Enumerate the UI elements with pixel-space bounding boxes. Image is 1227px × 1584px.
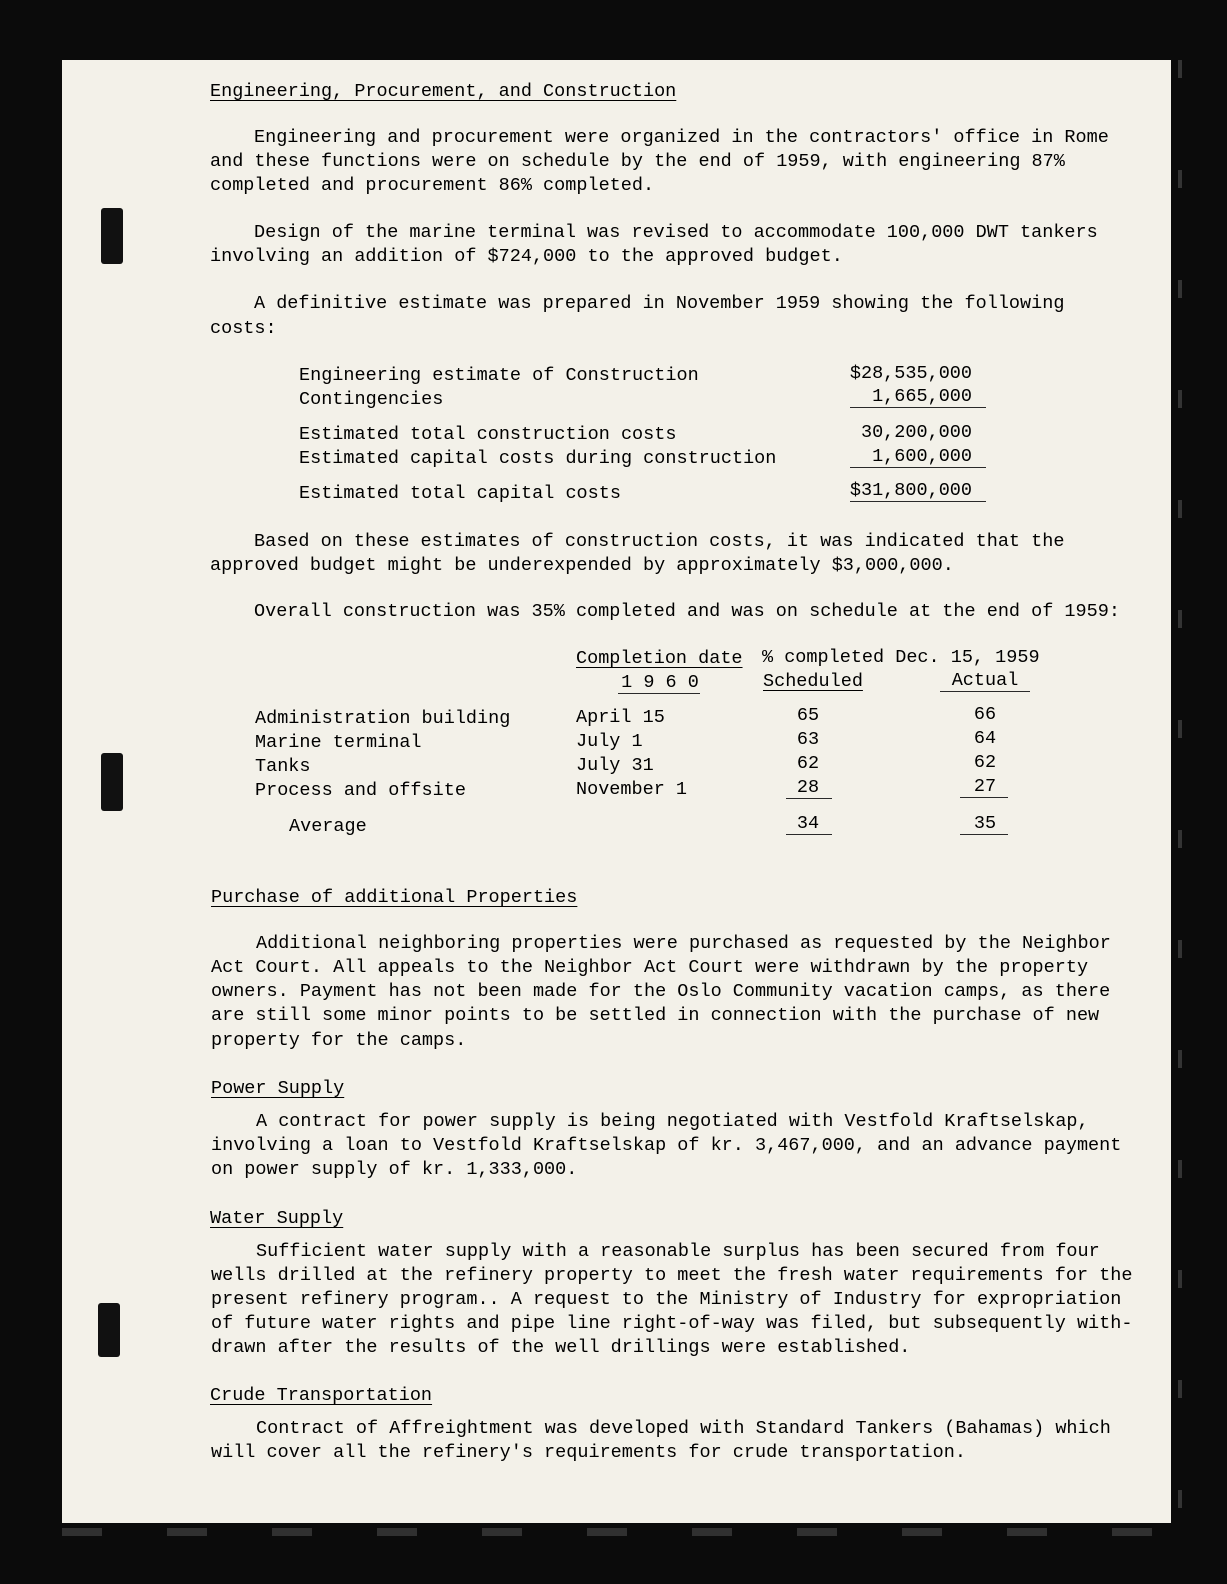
cost-amount-total-construction: 30,200,000 bbox=[860, 422, 972, 443]
heading-crude: Crude Transportation bbox=[210, 1385, 433, 1406]
row-actual: 27 bbox=[973, 776, 997, 797]
water-line-3: present refinery program.. A request to the Ministry of Industry for expropriation bbox=[211, 1289, 1122, 1310]
power-line-3: on power supply of kr. 1,333,000. bbox=[211, 1159, 578, 1180]
punch-hole-middle bbox=[101, 753, 123, 811]
cost-amount-capital-during: 1,600,000 bbox=[872, 446, 972, 467]
table-head-pct: % completed Dec. 15, 1959 bbox=[762, 647, 1040, 668]
row-scheduled: 28 bbox=[796, 777, 820, 798]
row-date: November 1 bbox=[576, 779, 688, 800]
row-date: July 1 bbox=[576, 731, 643, 752]
row-item: Process and offsite bbox=[255, 780, 466, 801]
heading-purchase: Purchase of additional Properties bbox=[211, 887, 578, 908]
row-scheduled: 63 bbox=[796, 729, 820, 750]
power-line-1: A contract for power supply is being negotiated with Vestfold Kraftselskap, bbox=[256, 1111, 1089, 1132]
row-item: Administration building bbox=[255, 708, 511, 729]
row-scheduled: 65 bbox=[796, 705, 820, 726]
year-rule bbox=[618, 693, 700, 694]
table-head-completion: Completion date bbox=[576, 648, 743, 669]
heading-power: Power Supply bbox=[211, 1078, 345, 1099]
scheduled-sum-rule bbox=[786, 798, 832, 799]
crude-line-2: will cover all the refinery's requirements for crude transportation. bbox=[211, 1442, 966, 1463]
actual-sum-rule bbox=[960, 797, 1008, 798]
average-scheduled-rule bbox=[786, 834, 832, 835]
cost-amount-total-capital: $31,800,000 bbox=[849, 480, 972, 501]
average-scheduled: 34 bbox=[796, 813, 820, 834]
scan-edge-marks bbox=[62, 1528, 1171, 1536]
row-date: April 15 bbox=[576, 707, 665, 728]
water-line-2: wells drilled at the refinery property to meet the fresh water requirements for the bbox=[211, 1265, 1133, 1286]
average-actual: 35 bbox=[973, 813, 997, 834]
table-head-year: 1 9 6 0 bbox=[621, 672, 699, 693]
table-head-actual: Actual bbox=[951, 670, 1019, 691]
para1-line1: Engineering and procurement were organized in the contractors' office in Rome bbox=[254, 127, 1109, 148]
heading-water: Water Supply bbox=[210, 1208, 344, 1229]
cost-label-total-capital: Estimated total capital costs bbox=[299, 483, 621, 504]
cost-amount-contingencies: 1,665,000 bbox=[872, 386, 972, 407]
crude-line-1: Contract of Affreightment was developed with Standard Tankers (Bahamas) which bbox=[256, 1418, 1111, 1439]
subtotal-rule-1 bbox=[850, 407, 986, 408]
heading-epc: Engineering, Procurement, and Construction bbox=[210, 81, 677, 102]
purchase-line-4: are still some minor points to be settled in connection with the purchase of new bbox=[211, 1005, 1100, 1026]
para1-line3: completed and procurement 86% completed. bbox=[210, 175, 655, 196]
average-actual-rule bbox=[960, 834, 1008, 835]
row-item: Marine terminal bbox=[255, 732, 422, 753]
para5: Overall construction was 35% completed and was on schedule at the end of 1959: bbox=[254, 601, 1120, 622]
purchase-line-2: Act Court. All appeals to the Neighbor Act Court were withdrawn by the property bbox=[211, 957, 1089, 978]
table-head-scheduled: Scheduled bbox=[763, 671, 863, 692]
water-line-1: Sufficient water supply with a reasonable surplus has been secured from four bbox=[256, 1241, 1100, 1262]
total-rule bbox=[850, 501, 986, 502]
punch-hole-top bbox=[101, 208, 123, 264]
purchase-line-3: owners. Payment has not been made for the Oslo Community vacation camps, as there bbox=[211, 981, 1111, 1002]
cost-label-total-construction: Estimated total construction costs bbox=[299, 424, 677, 445]
row-item: Tanks bbox=[255, 756, 311, 777]
actual-rule bbox=[940, 691, 1030, 692]
average-label: Average bbox=[289, 816, 367, 837]
purchase-line-1: Additional neighboring properties were purchased as requested by the Neighbor bbox=[256, 933, 1111, 954]
para2-line2: involving an addition of $724,000 to the approved budget. bbox=[210, 246, 843, 267]
para3-line1: A definitive estimate was prepared in November 1959 showing the following bbox=[254, 293, 1065, 314]
para4-line2: approved budget might be underexpended by approximately $3,000,000. bbox=[210, 555, 954, 576]
row-actual: 62 bbox=[973, 752, 997, 773]
subtotal-rule-2 bbox=[850, 467, 986, 468]
power-line-2: involving a loan to Vestfold Kraftselskap of kr. 3,467,000, and an advance payment bbox=[211, 1135, 1122, 1156]
row-scheduled: 62 bbox=[796, 753, 820, 774]
purchase-line-5: property for the camps. bbox=[211, 1030, 467, 1051]
para4-line1: Based on these estimates of construction costs, it was indicated that the bbox=[254, 531, 1065, 552]
scan-side-marks bbox=[1178, 60, 1182, 1520]
cost-amount-engineering: $28,535,000 bbox=[849, 363, 972, 384]
punch-hole-bottom bbox=[98, 1303, 120, 1357]
para1-line2: and these functions were on schedule by the end of 1959, with engineering 87% bbox=[210, 151, 1065, 172]
cost-label-engineering: Engineering estimate of Construction bbox=[299, 365, 699, 386]
para3-line2: costs: bbox=[210, 318, 277, 339]
row-actual: 64 bbox=[973, 728, 997, 749]
cost-label-contingencies: Contingencies bbox=[299, 389, 444, 410]
row-actual: 66 bbox=[973, 704, 997, 725]
para2-line1: Design of the marine terminal was revised to accommodate 100,000 DWT tankers bbox=[254, 222, 1098, 243]
cost-label-capital-during: Estimated capital costs during construction bbox=[299, 448, 777, 469]
water-line-4: of future water rights and pipe line right-of-way was filed, but subsequently with- bbox=[211, 1313, 1133, 1334]
row-date: July 31 bbox=[576, 755, 654, 776]
water-line-5: drawn after the results of the well drillings were established. bbox=[211, 1337, 911, 1358]
